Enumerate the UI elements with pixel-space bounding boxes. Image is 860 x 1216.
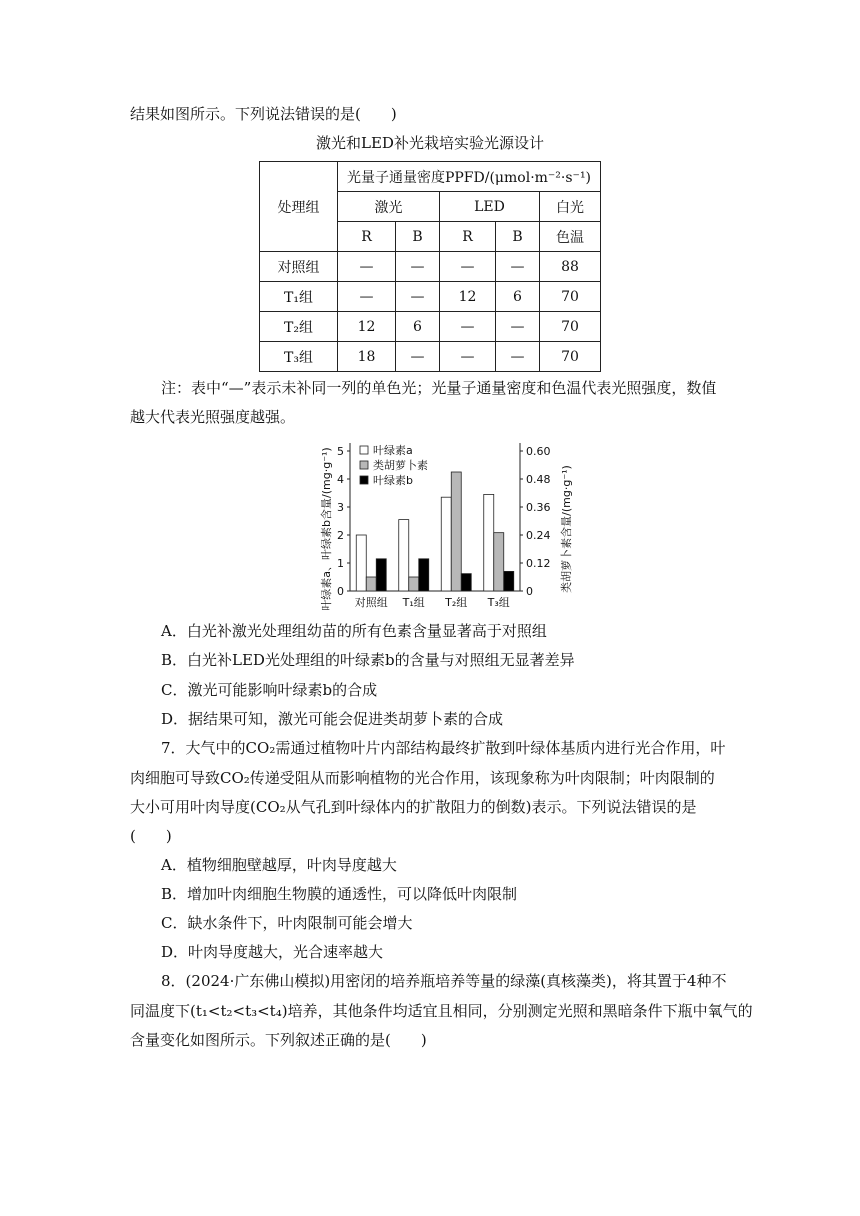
y-tick-label: 5 (337, 445, 344, 458)
table-note-line1: 注：表中“—”表示未补同一列的单色光；光量子通量密度和色温代表光照强度，数值 (161, 379, 717, 397)
x-tick-label: 对照组 (354, 596, 388, 609)
table-cell: — (440, 252, 496, 282)
header-group: 处理组 (260, 162, 338, 252)
subheader-laser-r: R (338, 222, 396, 252)
table-cell: — (496, 342, 540, 372)
option-6a: A．白光补激光处理组幼苗的所有色素含量显著高于对照组 (161, 622, 547, 640)
header-white: 白光 (540, 192, 601, 222)
pigment-chart (318, 437, 582, 615)
option-7c: C．缺水条件下，叶肉限制可能会增大 (161, 914, 413, 932)
row-group: 对照组 (260, 252, 338, 282)
y2-tick-label: 0.60 (526, 445, 551, 458)
option-7a: A．植物细胞壁越厚，叶肉导度越大 (161, 856, 397, 874)
bar-2 (504, 571, 514, 591)
y-tick-label: 4 (337, 473, 344, 486)
y2-tick-label: 0.24 (526, 529, 551, 542)
y2-axis-title: 类胡萝卜素含量/(mg·g⁻¹) (560, 465, 573, 593)
table-cell: — (440, 342, 496, 372)
table-cell: 6 (396, 312, 440, 342)
legend-swatch (360, 476, 368, 484)
y-tick-label: 0 (337, 585, 344, 598)
y2-tick-label: 0.12 (526, 557, 551, 570)
table-cell: 12 (440, 282, 496, 312)
table-row (260, 342, 601, 372)
y-axis-title: 叶绿素a、叶绿素b含量/(mg·g⁻¹) (320, 447, 333, 611)
y-tick-label: 3 (337, 501, 344, 514)
option-6b: B．白光补LED光处理组的叶绿素b的含量与对照组无显著差异 (161, 651, 575, 669)
bar-0 (484, 494, 494, 591)
y2-tick-label: 0 (526, 585, 533, 598)
bar-1 (451, 472, 461, 591)
q7-line4: ( ) (130, 827, 172, 845)
table-cell: — (338, 282, 396, 312)
row-group: T₂组 (260, 312, 338, 342)
bar-2 (376, 559, 386, 591)
x-tick-label: T₂组 (445, 596, 468, 609)
table-cell: 70 (540, 342, 601, 372)
option-7d: D．叶肉导度越大，光合速率越大 (161, 943, 384, 961)
y-tick-label: 2 (337, 529, 344, 542)
pigment-bar-chart (318, 437, 582, 615)
subheader-laser-b: B (396, 222, 440, 252)
subheader-led-b: B (496, 222, 540, 252)
header-laser: 激光 (338, 192, 440, 222)
legend-label: 叶绿素b (373, 474, 413, 487)
bar-2 (419, 559, 429, 591)
table-title: 激光和LED补光栽培实验光源设计 (316, 134, 544, 152)
table-row (260, 312, 601, 342)
q7-line3: 大小可用叶肉导度(CO₂从气孔到叶绿体内的扩散阻力的倒数)表示。下列说法错误的是 (130, 798, 697, 816)
table-cell: 18 (338, 342, 396, 372)
bar-1 (409, 577, 419, 591)
chart-bars (356, 472, 514, 591)
light-source-table (259, 161, 601, 372)
q8-line1: 8．(2024·广东佛山模拟)用密闭的培养瓶培养等量的绿藻(真核藻类)，将其置于4种不 (161, 972, 727, 990)
q8-line3: 含量变化如图所示。下列叙述正确的是( ) (130, 1031, 427, 1049)
subheader-color-temp: 色温 (540, 222, 601, 252)
legend-swatch (360, 446, 368, 454)
row-group: T₃组 (260, 342, 338, 372)
table-cell: — (496, 312, 540, 342)
table-row (260, 282, 601, 312)
table-cell: — (396, 342, 440, 372)
table-note-line2: 越大代表光照强度越强。 (130, 408, 296, 426)
option-7b: B．增加叶肉细胞生物膜的通透性，可以降低叶肉限制 (161, 885, 518, 903)
row-group: T₁组 (260, 282, 338, 312)
header-ppfd: 光量子通量密度PPFD/(μmol·m⁻²·s⁻¹) (338, 162, 601, 192)
table-cell: 70 (540, 282, 601, 312)
table-cell: — (338, 252, 396, 282)
q7-line2: 肉细胞可导致CO₂传递受阻从而影响植物的光合作用，该现象称为叶肉限制；叶肉限制的 (130, 769, 715, 787)
table-cell: 12 (338, 312, 396, 342)
bar-2 (461, 574, 471, 591)
table-cell: 88 (540, 252, 601, 282)
table-row (260, 252, 601, 282)
bar-1 (366, 577, 376, 591)
legend-label: 类胡萝卜素 (373, 459, 428, 472)
legend-swatch (360, 461, 368, 469)
table-cell: — (440, 312, 496, 342)
table-cell: 70 (540, 312, 601, 342)
header-led: LED (440, 192, 540, 222)
question-intro: 结果如图所示。下列说法错误的是( ) (130, 105, 397, 123)
table-cell: — (396, 252, 440, 282)
x-tick-label: T₃组 (487, 596, 510, 609)
x-tick-label: T₁组 (402, 596, 425, 609)
option-6c: C．激光可能影响叶绿素b的合成 (161, 681, 378, 699)
q7-line1: 7．大气中的CO₂需通过植物叶片内部结构最终扩散到叶绿体基质内进行光合作用，叶 (161, 739, 726, 757)
y-tick-label: 1 (337, 557, 344, 570)
table-cell: 6 (496, 282, 540, 312)
chart-legend (360, 443, 428, 487)
bar-0 (441, 497, 451, 591)
bar-1 (494, 533, 504, 591)
bar-0 (399, 520, 409, 591)
bar-0 (356, 535, 366, 591)
table-cell: — (396, 282, 440, 312)
option-6d: D．据结果可知，激光可能会促进类胡萝卜素的合成 (161, 710, 504, 728)
q8-line2: 同温度下(t₁<t₂<t₃<t₄)培养，其他条件均适宜且相同，分别测定光照和黑暗条件下瓶中氧气的 (130, 1002, 753, 1020)
y2-tick-label: 0.48 (526, 473, 551, 486)
y2-tick-label: 0.36 (526, 501, 551, 514)
subheader-led-r: R (440, 222, 496, 252)
legend-label: 叶绿素a (373, 444, 413, 457)
table-cell: — (496, 252, 540, 282)
